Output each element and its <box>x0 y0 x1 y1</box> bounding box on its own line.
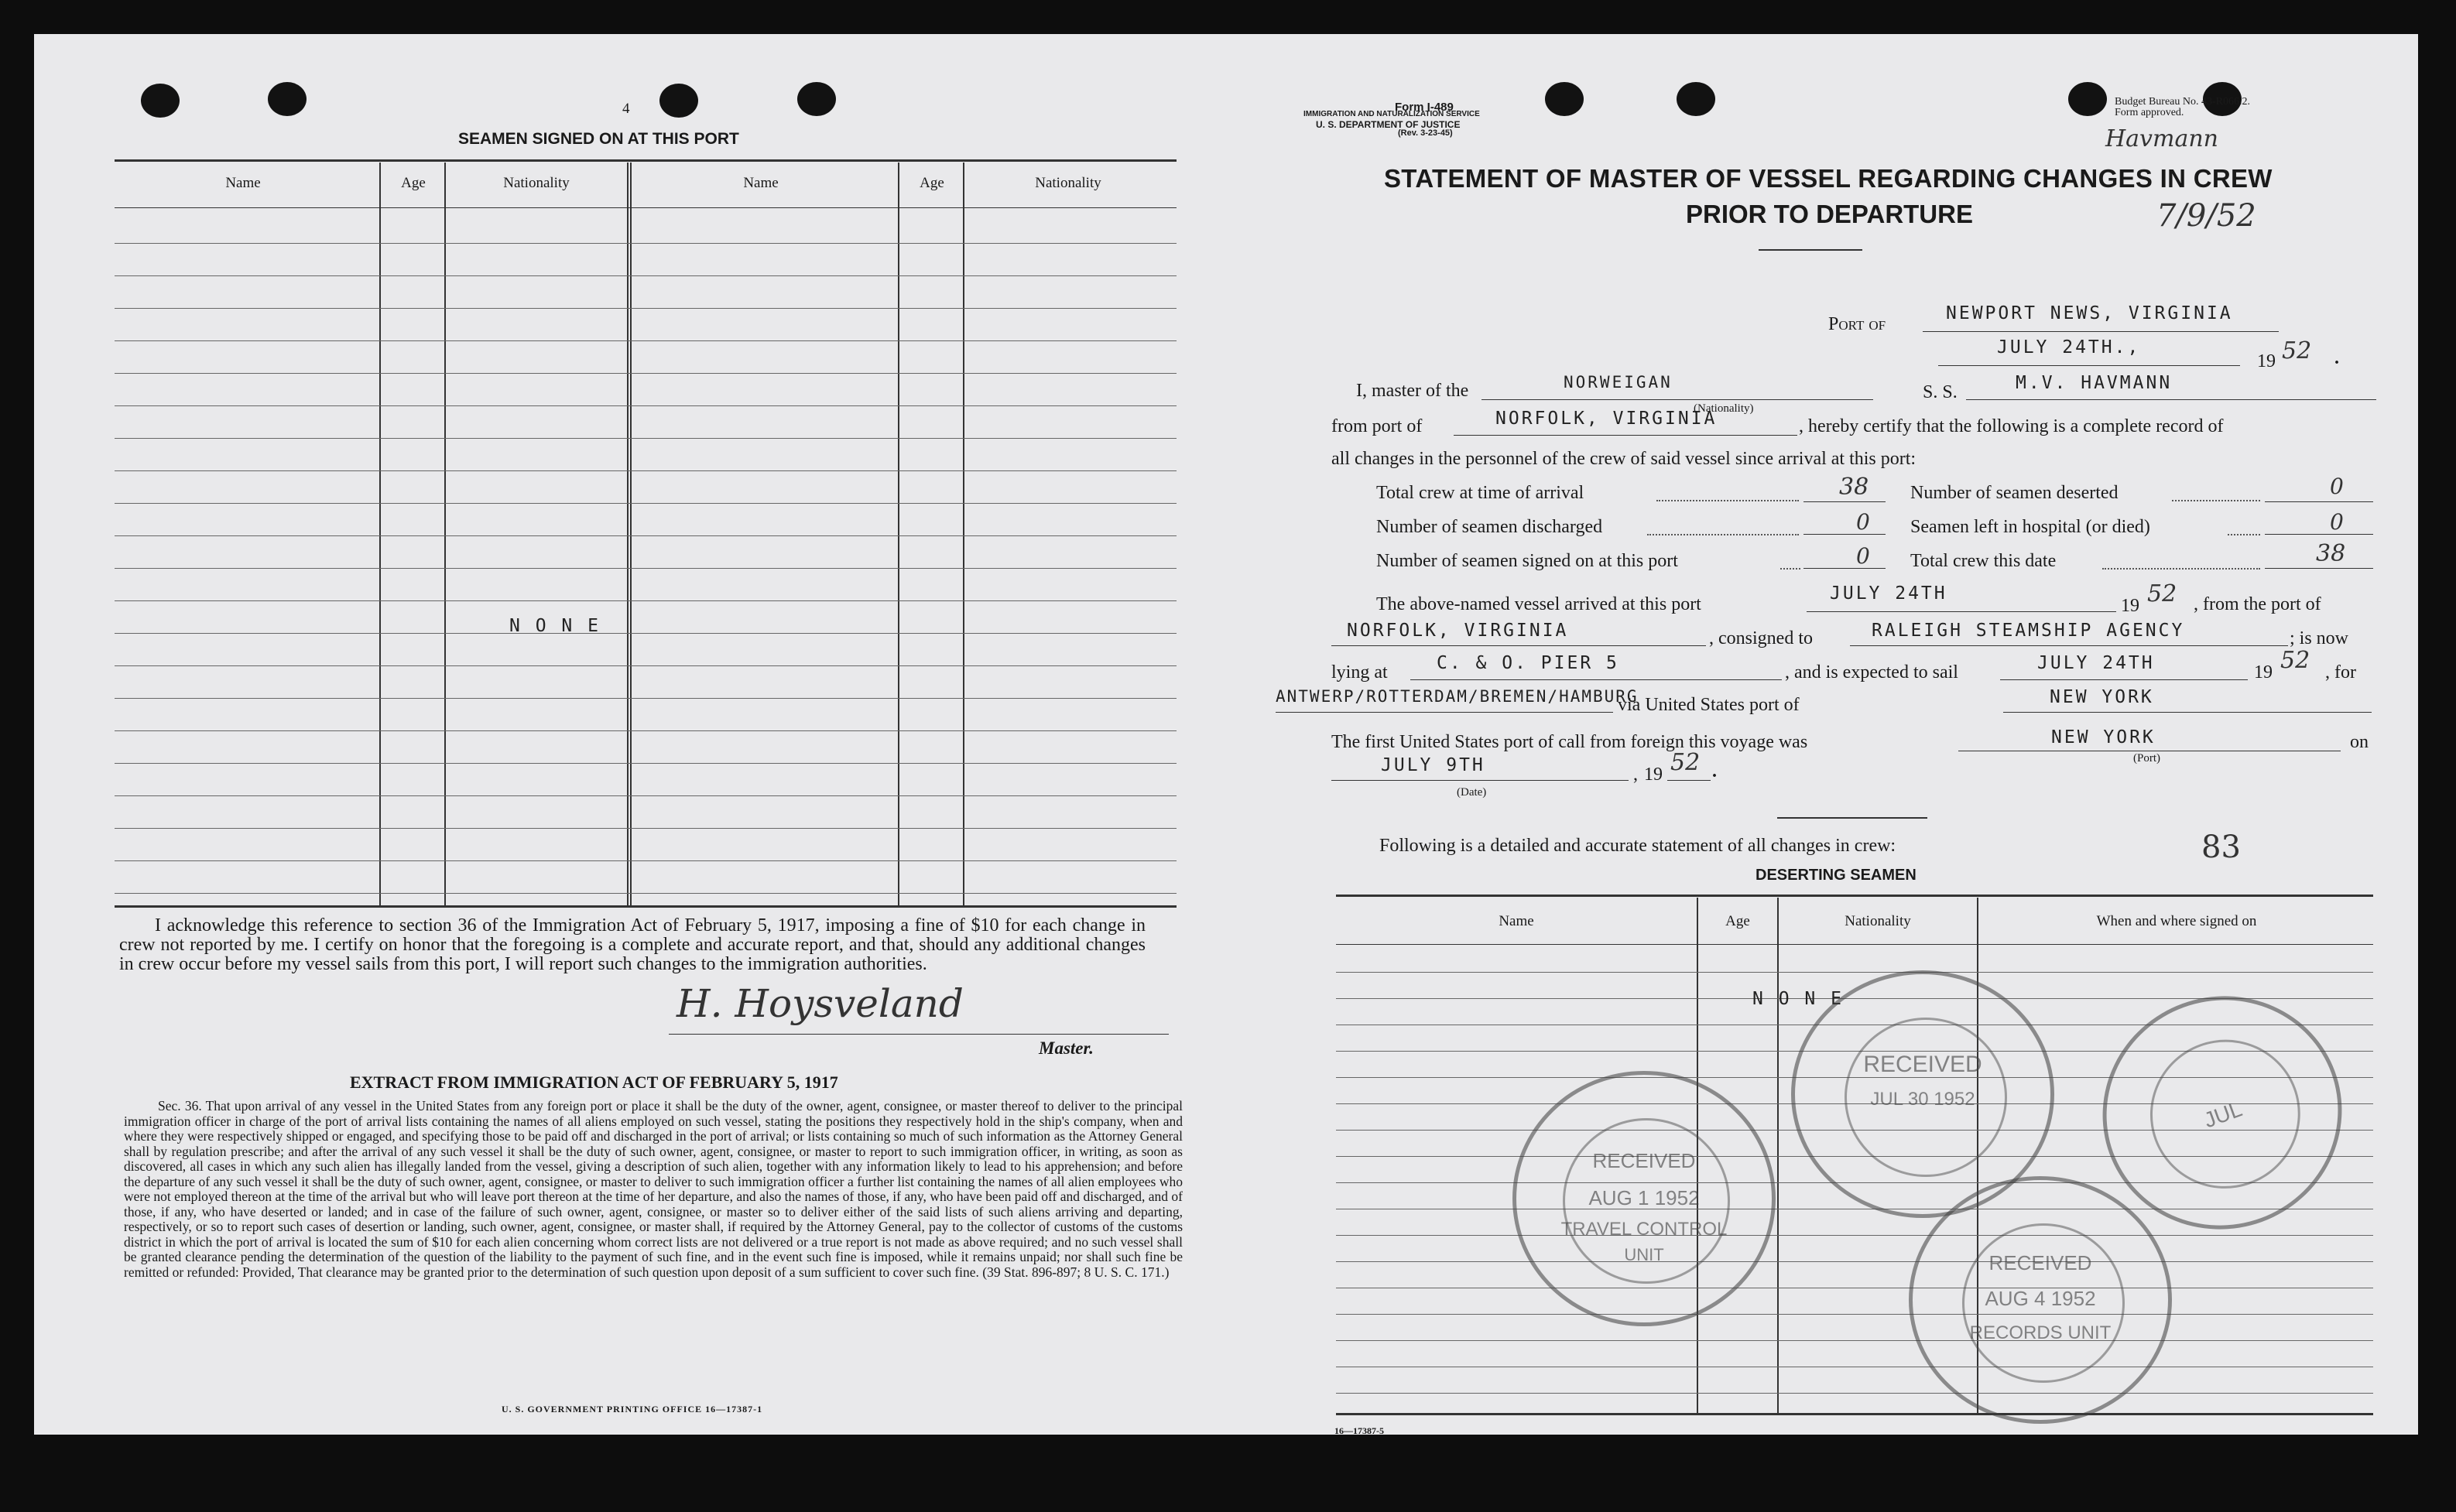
column-divider <box>444 162 446 905</box>
deserting-column-header: Age <box>1725 913 1750 929</box>
stat-label: Number of seamen signed on at this port <box>1376 551 1678 571</box>
table-row-rule <box>1336 972 2373 973</box>
stat-value: 38 <box>1839 474 1869 501</box>
column-divider <box>630 162 632 905</box>
form-agency: IMMIGRATION AND NATURALIZATION SERVICE <box>1303 110 1480 118</box>
stat-label: Total crew at time of arrival <box>1376 483 1584 503</box>
nationality-line <box>1481 399 1873 400</box>
form-number: Form I-489 <box>1395 101 1454 114</box>
stat-line <box>2265 534 2373 535</box>
deserting-top-rule <box>1336 895 2373 897</box>
handwritten-date-note: 7/9/52 <box>2156 198 2256 234</box>
stat-label: Seamen left in hospital (or died) <box>1910 517 2150 537</box>
sail-year-prefix: 19 <box>2254 662 2273 682</box>
form-approved: Form approved. <box>2115 107 2184 118</box>
stat-line <box>1803 501 1886 502</box>
port-of-line <box>1923 331 2279 332</box>
destination-value: ANTWERP/ROTTERDAM/BREMEN/HAMBURG <box>1276 687 1639 706</box>
deserting-column-header: Nationality <box>1845 913 1911 929</box>
report-date: JULY 24TH., <box>1997 337 2141 357</box>
ss-value: M.V. HAVMANN <box>2016 373 2173 393</box>
punch-hole <box>659 84 698 118</box>
stat-value: 0 <box>2330 509 2344 535</box>
first-date-year-prefix: 19 <box>1644 765 1663 785</box>
circular-date-stamp: JUL <box>2070 963 2375 1263</box>
table-row-rule <box>115 763 1177 764</box>
leader-dots <box>2172 500 2260 501</box>
punch-hole <box>141 84 180 118</box>
report-year-prefix: 19 <box>2257 351 2276 371</box>
punch-hole <box>268 82 307 116</box>
port-of-label: Port of <box>1828 314 1886 334</box>
nationality-value: NORWEIGAN <box>1564 373 1673 392</box>
signature-line <box>669 1034 1169 1035</box>
stat-label: Total crew this date <box>1910 551 2057 571</box>
table-row-rule <box>115 665 1177 666</box>
stat-line <box>1803 568 1886 569</box>
report-date-line <box>1938 365 2240 366</box>
comma: , <box>1633 765 1638 785</box>
table-row-rule <box>115 373 1177 374</box>
handwritten-vessel-note: Havmann <box>2105 125 2218 152</box>
from-the-port-text: , from the port of <box>2194 594 2321 614</box>
stat-label: Number of seamen deserted <box>1910 483 2119 503</box>
table-row-rule <box>1336 1393 2373 1394</box>
punch-hole <box>797 82 836 116</box>
stat-label: Number of seamen discharged <box>1376 517 1603 537</box>
table-row-rule <box>115 503 1177 504</box>
date-caption: (Date) <box>1457 786 1487 799</box>
received-stamp-travel-control: RECEIVED AUG 1 1952 TRAVEL CONTROL UNIT <box>1512 1071 1776 1326</box>
table-row-rule <box>115 795 1177 796</box>
column-header: Name <box>743 175 779 191</box>
table-row-rule <box>115 275 1177 276</box>
column-header: Nationality <box>1035 175 1101 191</box>
arrived-value: JULY 24TH <box>1830 583 1947 604</box>
master-of-label: I, master of the <box>1356 381 1469 401</box>
arrived-year: 52 <box>2147 580 2177 607</box>
master-acknowledgment: I acknowledge this reference to section 36 of the Immigration Act of February 5, 1917, imposing a fine of $10 for each change in crew not reported by me. I certify on honor that the foregoing is a complete and accurate report, and that, should any additional changes in crew occur before my vessel sails from this port, I will report such changes to the immigration authorities. <box>119 915 1146 974</box>
title-rule <box>1759 249 1862 251</box>
from-port-value: NORFOLK, VIRGINIA <box>1495 409 1718 429</box>
consigned-to-text: , consigned to <box>1709 628 1813 648</box>
following-text: Following is a detailed and accurate statement of all changes in crew: <box>1379 836 1896 856</box>
certify-text: , hereby certify that the following is a complete record of <box>1799 416 2224 436</box>
expected-text: , and is expected to sail <box>1785 662 1958 682</box>
via-value: NEW YORK <box>2050 687 2154 707</box>
from-port-label: from port of <box>1331 416 1423 436</box>
via-line <box>2003 712 2372 713</box>
column-divider <box>627 162 629 905</box>
period: . <box>2334 348 2339 368</box>
form-subtitle: PRIOR TO DEPARTURE <box>1686 200 1973 228</box>
column-header: Age <box>401 175 426 191</box>
table-row-rule <box>115 243 1177 244</box>
sail-date-value: JULY 24TH <box>2037 653 2155 673</box>
master-label: Master. <box>1039 1038 1094 1058</box>
received-stamp-july: RECEIVED JUL 30 1952 <box>1791 970 2054 1218</box>
table-row-rule <box>115 600 1177 601</box>
table-row-rule <box>115 340 1177 341</box>
form-revision: (Rev. 3-23-45) <box>1398 128 1453 138</box>
table-row-rule <box>1336 1340 2373 1341</box>
origin-line <box>1331 645 1706 646</box>
leader-dots <box>1647 534 1799 535</box>
consignee-line <box>1850 645 2288 646</box>
period: . <box>1712 761 1717 782</box>
table-row-rule <box>115 893 1177 894</box>
table-header-rule <box>115 207 1177 208</box>
table-row-rule <box>115 308 1177 309</box>
document-sheet <box>34 34 2418 1435</box>
first-date-line <box>1331 780 1629 781</box>
ss-label: S. S. <box>1923 382 1958 402</box>
table-row-rule <box>115 438 1177 439</box>
port-of-value: NEWPORT NEWS, VIRGINIA <box>1946 303 2233 323</box>
stat-line <box>1803 534 1886 535</box>
left-printer-imprint: U. S. GOVERNMENT PRINTING OFFICE 16—17387-1 <box>502 1404 763 1415</box>
deserting-column-header: Name <box>1499 913 1534 929</box>
table-bottom-rule <box>115 905 1177 908</box>
via-text: via United States port of <box>1618 695 1800 715</box>
stat-line <box>2265 501 2373 502</box>
leader-dots <box>2102 568 2260 570</box>
lying-at-value: C. & O. PIER 5 <box>1437 653 1619 673</box>
first-port-value: NEW YORK <box>2051 727 2156 747</box>
leader-dots <box>1656 500 1799 501</box>
origin-value: NORFOLK, VIRGINIA <box>1347 621 1569 641</box>
destination-line <box>1276 712 1613 713</box>
all-changes-text: all changes in the personnel of the crew of said vessel since arrival at this port: <box>1331 449 1917 469</box>
table-row-rule <box>115 730 1177 731</box>
table-row-rule <box>115 860 1177 861</box>
right-printer-imprint: 16—17387-5 <box>1334 1425 1384 1436</box>
first-date-value: JULY 9TH <box>1381 755 1485 775</box>
column-header: Nationality <box>503 175 570 191</box>
table-top-rule <box>115 159 1177 162</box>
lying-at-line <box>1410 679 1782 680</box>
table-row-rule <box>115 405 1177 406</box>
deserting-header-rule <box>1336 944 2373 945</box>
nationality-caption: (Nationality) <box>1694 402 1754 415</box>
table-row-rule <box>115 470 1177 471</box>
form-department: U. S. DEPARTMENT OF JUSTICE <box>1316 119 1461 130</box>
master-signature: H. Hoysveland <box>677 981 964 1026</box>
deserting-column-header: When and where signed on <box>2096 913 2257 929</box>
column-divider <box>963 162 964 905</box>
received-stamp-records-unit: RECEIVED AUG 4 1952 RECORDS UNIT <box>1909 1176 2172 1424</box>
table-row-rule <box>115 828 1177 829</box>
first-date-year: 52 <box>1670 749 1701 776</box>
on-text: on <box>2350 732 2369 752</box>
column-divider <box>898 162 899 905</box>
extract-title: EXTRACT FROM IMMIGRATION ACT OF FEBRUARY 5, 1917 <box>350 1072 838 1092</box>
ss-line <box>1966 399 2376 400</box>
table-row-rule <box>1336 1261 2373 1262</box>
deserting-table-entry: N O N E <box>1752 989 1844 1009</box>
port-caption: (Port) <box>2133 752 2160 765</box>
stat-line <box>2265 568 2373 569</box>
arrived-text: The above-named vessel arrived at this port <box>1376 594 1701 614</box>
deserting-bottom-rule <box>1336 1413 2373 1415</box>
leader-dots <box>2228 534 2260 535</box>
first-date-year-line <box>1667 780 1711 781</box>
stat-value: 0 <box>1856 509 1870 535</box>
column-header: Age <box>920 175 944 191</box>
column-header: Name <box>225 175 261 191</box>
table-row-rule <box>115 633 1177 634</box>
for-text: , for <box>2325 662 2356 682</box>
stat-value: 0 <box>2330 474 2344 499</box>
is-now-text: ; is now <box>2290 628 2349 648</box>
budget-bureau-number: Budget Bureau No. 43-R066.2. <box>2115 96 2250 108</box>
report-year: 52 <box>2282 337 2312 364</box>
column-divider <box>379 162 381 905</box>
from-port-line <box>1454 435 1797 436</box>
table-row-rule <box>115 568 1177 569</box>
arrived-year-prefix: 19 <box>2121 596 2139 616</box>
arrived-line <box>1807 611 2116 612</box>
stat-value: 38 <box>2316 540 2346 567</box>
punch-hole <box>2068 82 2107 116</box>
handwritten-number: 83 <box>2201 830 2241 865</box>
table-row-rule <box>115 698 1177 699</box>
punch-hole <box>1545 82 1584 116</box>
table-row-rule <box>115 535 1177 536</box>
stat-value: 0 <box>1856 543 1870 569</box>
form-title: STATEMENT OF MASTER OF VESSEL REGARDING CHANGES IN CREW <box>1384 164 2273 193</box>
deserting-seamen-title: DESERTING SEAMEN <box>1756 867 1917 884</box>
sail-date-line <box>2000 679 2248 680</box>
extract-text: Sec. 36. That upon arrival of any vessel in the United States from any foreign port or place it shall be the duty of the owner, agent, consignee, or master thereof to deliver to the principal immigration officer in charge of the port of arrival lists containing the names of all aliens employed on such vessel, stating the positions they respectively hold in the ship's company, when and where they were respectively shipped or engaged, and specifying those to be paid off and discharged in the port of arrival; or lists containing so much of such information as the Attorney General shall by regulation prescribe; and after the arrival of any such vessel it shall be the duty of such owner, agent, consignee, or master to report to such immigration officer, in writing, as soon as discovered, all cases in which any such alien has illegally landed from the vessel, giving a description of such alien, together with any information likely to lead to his apprehension; and before the departure of any such vessel it shall be the duty of such owner, agent, consignee, or master to deliver to such immigration officer a further list containing the names of all alien employees who were not employed thereon at the time of the arrival but who will leave port thereon at the time of her departure, and also the names of those, if any, who have been paid off and discharged, and of those, if any, who have deserted or landed; and in case of the failure of such owner, agent, consignee, or master so to deliver either of the said lists of such aliens arriving and departing, respectively, or so to report such cases of desertion or landing, such owner, agent, consignee, or master shall, if required by the Attorney General, pay to the collector of customs of the customs district in which the port of arrival is located the sum of $10 for each alien concerning whom correct lists are not delivered or a true report is not made as above required; and no such vessel shall be granted clearance pending the determination of the question of the liability to the payment of such fine, and in the event such fine is imposed, while it remains unpaid; nor shall such fine be remitted or refunded: Provided, That clearance may be granted prior to the determination of such question upon deposit of a sum sufficient to cover such fine. (39 Stat. 896-897; 8 U. S. C. 171.) <box>124 1098 1183 1280</box>
consignee-value: RALEIGH STEAMSHIP AGENCY <box>1872 621 2185 641</box>
table-row-rule <box>1336 1314 2373 1315</box>
table-row-rule <box>1336 1235 2373 1236</box>
punch-hole <box>1677 82 1715 116</box>
first-port-text: The first United States port of call from foreign this voyage was <box>1331 732 1808 752</box>
column-divider <box>1777 898 1779 1413</box>
lying-at-label: lying at <box>1331 662 1388 682</box>
leader-dots <box>1780 568 1800 570</box>
seamen-signed-on-title: SEAMEN SIGNED ON AT THIS PORT <box>458 130 739 148</box>
page-number: 4 <box>622 101 630 117</box>
section-rule <box>1777 817 1927 819</box>
left-table-entry: N O N E <box>509 616 601 636</box>
sail-year: 52 <box>2280 647 2310 674</box>
